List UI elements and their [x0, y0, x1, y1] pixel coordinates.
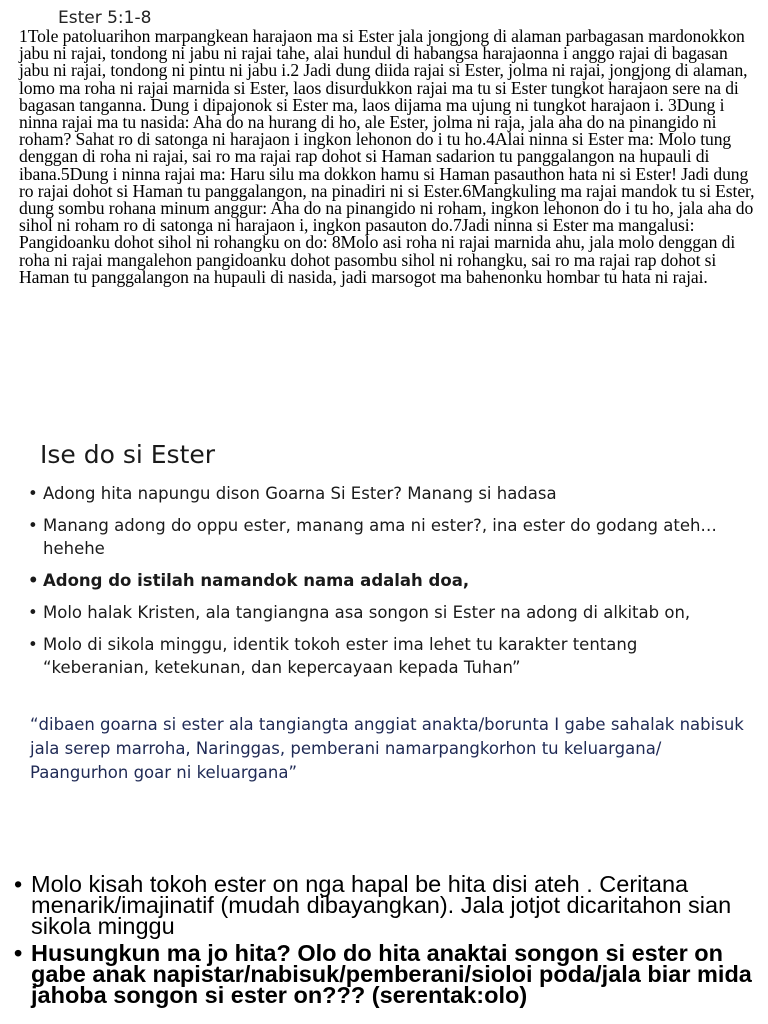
section-heading: Ise do si Ester: [40, 440, 216, 469]
bullet-icon: •: [28, 571, 39, 590]
bottom-point: [14, 871, 754, 939]
bullet-text: Manang adong do oppu ester, manang ama ni ester?, ina ester do godang ateh… hehehe: [43, 516, 717, 558]
scripture-passage: 1Tole patoluarihon marpangkean harajaon ma si Ester jala jongjong di alaman parbagasan mardonokkon jabu ni rajai, tondong ni jabu ni rajai tahe, alai hundul di habangsa harajaonna i anggo rajai di bagasan jabu ni rajai, tondong ni pintu ni jabu i.2 Jadi dung diida rajai si Ester, jolma ni rajai, jongjong di alaman, lomo ma roha ni rajai marnida si Ester, laos disurdukkon rajai ma tu si Ester tungkot harajaon sere na di bagasan tanganna. Dung i dipajonok si Ester ma, laos dijama ma ujung ni tungkot harajaon i. 3Dung i ninna rajai ma tu nasida: Aha do na hurang di ho, ale Ester, jolma ni raja, jala aha do na pinangido ni roham? Sahat ro di satonga ni harajaon i ingkon lehonon do i tu ho.4Alai ninna si Ester ma: Molo tung denggan di roha ni rajai, sai ro ma rajai rap dohot si Haman sadarion tu panggalangon na hupauli di ibana.5Dung i ninna rajai ma: Haru silu ma dokkon hamu si Haman pasauthon hata ni si Ester! Jadi dung ro rajai dohot si Haman tu panggalangon, na pinadiri ni si Ester.6Mangkuling ma rajai mandok tu si Ester, dung sombu rohana minum anggur: Aha do na pinangido ni roham, ingkon lehonon do i tu ho, jala aha do sihol ni roham ro di satonga ni harajaon i, ingkon pasauton do.7Jadi ninna si Ester ma mangalusi: Pangidoanku dohot sihol ni rohangku on do: 8Molo asi roha ni rajai marnida ahu, jala molo denggan di roha ni rajai mangalehon pangidoanku dohot pasombu sihol ni rohangku, sai ro ma rajai rap dohot si Haman tu panggalangon na hupauli di nasida, jadi marsogot ma bahenonku hombar tu hata ni rajai.: [19, 26, 755, 287]
bullet-item: [28, 569, 738, 592]
bullet-icon: •: [28, 635, 38, 654]
bullet-list: [28, 482, 738, 688]
bullet-item: [28, 514, 738, 560]
bottom-point-text: Molo kisah tokoh ester on nga hapal be hita disi ateh . Ceritana menarik/imajinatif (mudah dibayangkan). Jala jotjot dicaritahon sian sikola minggu: [31, 871, 732, 939]
bottom-point: [14, 940, 754, 1008]
bullet-icon: •: [14, 871, 23, 897]
bullet-item: [28, 482, 738, 505]
bullet-text: Molo halak Kristen, ala tangiangna asa songon si Ester na adong di alkitab on,: [43, 603, 691, 622]
bullet-text: Adong do istilah namandok nama adalah doa,: [43, 571, 470, 590]
bullet-icon: •: [14, 940, 23, 966]
bullet-item: [28, 633, 738, 679]
scripture-reference: Ester 5:1-8: [58, 8, 152, 28]
bullet-icon: •: [28, 603, 38, 622]
bullet-icon: •: [28, 484, 38, 503]
bullet-icon: •: [28, 516, 38, 535]
bottom-points: [14, 871, 754, 1012]
bottom-point-text: Husungkun ma jo hita? Olo do hita anaktai songon si ester on gabe anak napistar/nabisuk/pemberani/sioloi poda/jala biar mida jahoba songon si ester on??? (serentak:olo): [31, 940, 752, 1008]
bullet-item: [28, 601, 738, 624]
bullet-text: Adong hita napungu dison Goarna Si Ester? Manang si hadasa: [43, 484, 557, 503]
bullet-text: Molo di sikola minggu, identik tokoh ester ima lehet tu karakter tentang “keberanian, ketekunan, dan kepercayaan kepada Tuhan”: [43, 635, 638, 677]
quote-text: “dibaen goarna si ester ala tangiangta anggiat anakta/borunta I gabe sahalak nabisuk jala serep marroha, Naringgas, pemberani namarpangkorhon tu keluargana/ Paangurhon goar ni keluargana”: [30, 715, 744, 782]
